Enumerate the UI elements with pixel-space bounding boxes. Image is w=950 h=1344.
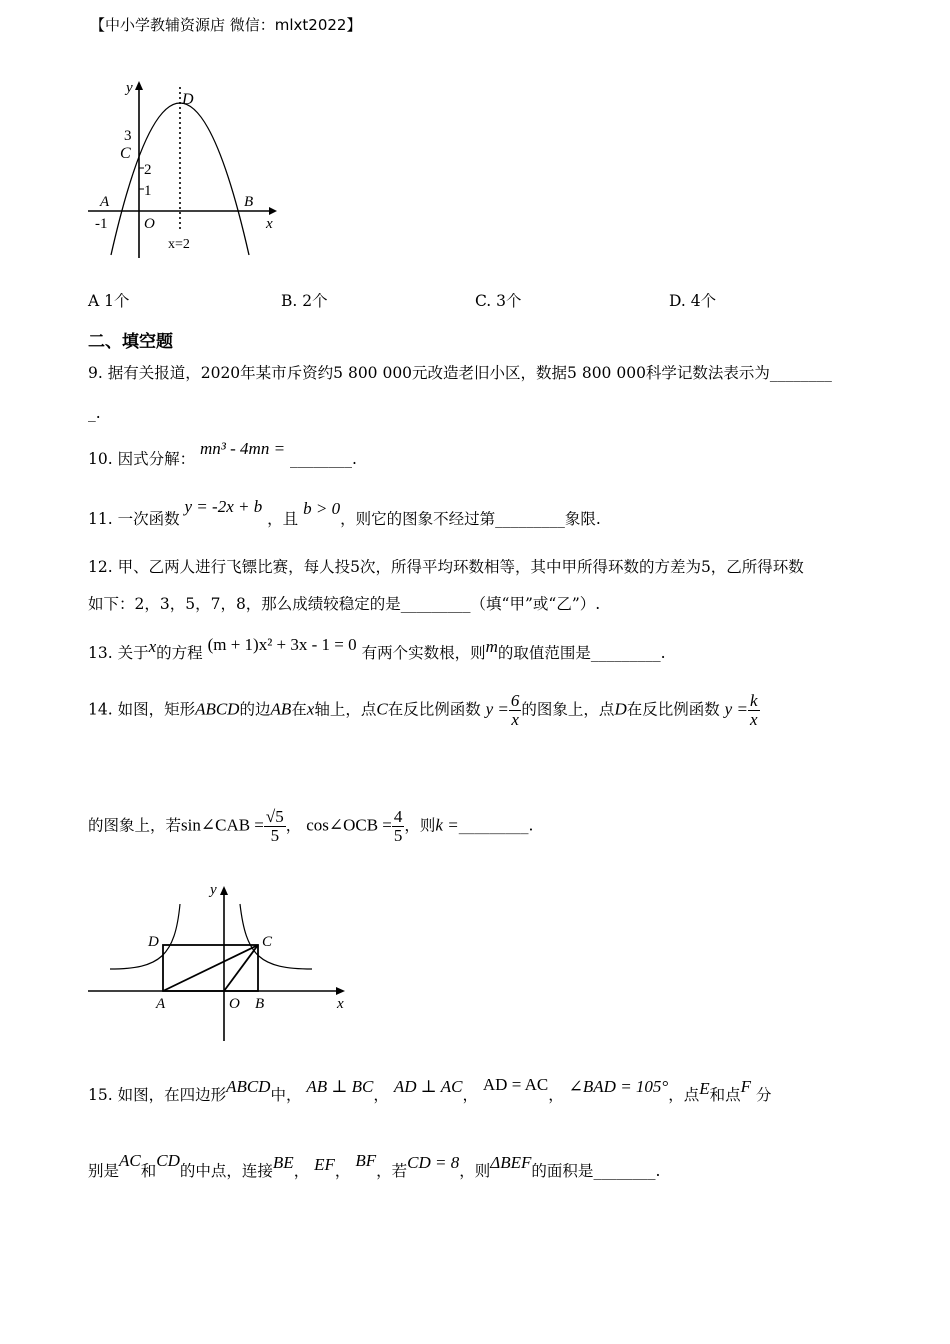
y-axis-arrow [220, 886, 228, 895]
page-header: 【中小学教辅资源店 微信：mlxt2022】 [90, 16, 362, 34]
label-A: A [100, 194, 110, 210]
q15-s4: ， [293, 1162, 310, 1180]
question-15-line1 [88, 1075, 772, 1106]
q14-sin-frac [264, 808, 286, 845]
q14-sin-num: √5 [265, 807, 284, 826]
q15-line2-prefix: 别是 [88, 1162, 120, 1180]
q13-var-x: x [148, 637, 157, 656]
option-a: A 1个 [88, 292, 130, 310]
parabola-graph [80, 72, 290, 267]
q14-t4: 在反比例函数 [387, 700, 481, 719]
q15-s3: ， [548, 1086, 564, 1104]
label-A: A [156, 996, 166, 1012]
question-15-line2 [88, 1151, 661, 1182]
label-O: O [229, 996, 240, 1012]
label-x: x [266, 216, 273, 232]
q15-blank: ________ [593, 1162, 656, 1180]
q11-suffix: ，则它的图象不经过第 [340, 510, 496, 528]
option-b: B. 2个 [281, 292, 328, 310]
q11-function: y = -2x + b [184, 497, 263, 516]
q14-f1-frac [509, 692, 522, 729]
q15-t7: ，若 [376, 1162, 408, 1180]
question-9-cont: _. [88, 404, 101, 422]
question-13 [88, 635, 666, 664]
q14-cos-num: 4 [393, 807, 403, 826]
q15-s1: ， [373, 1086, 389, 1104]
q14-t2: 在 [291, 700, 307, 719]
q13-equation: (m + 1)x² + 3x - 1 = 0 [207, 635, 357, 654]
q14-cos: cos∠OCB = [306, 815, 392, 835]
label-1: 1 [144, 183, 152, 199]
q14-f2-den: x [749, 710, 758, 729]
q15-cond4: ∠BAD = 105° [568, 1077, 669, 1096]
x-axis-arrow [269, 207, 277, 215]
q15-ac: AC [119, 1151, 141, 1170]
right-hyperbola [240, 904, 312, 969]
q11-condition: b > 0 [303, 499, 341, 518]
q14-sin-den: 5 [270, 826, 280, 845]
q14-c: C [376, 699, 388, 719]
q13-mid1: 的方程 [156, 644, 203, 662]
q14-t1: 的边 [239, 700, 271, 719]
q15-prefix: 15. 如图，在四边形 [88, 1086, 227, 1104]
q14-t5: 的图象上，点 [521, 700, 615, 719]
q14-f1-lhs: y = [485, 699, 509, 719]
q15-t9: 的面积是 [531, 1162, 594, 1180]
hyperbola-graph [80, 876, 355, 1046]
option-d: D. 4个 [669, 292, 717, 310]
label-x: x [337, 996, 344, 1012]
question-10 [88, 439, 357, 470]
q14-end: . [528, 816, 534, 835]
label-axis-eq: x=2 [168, 237, 190, 252]
q15-t5: 和 [140, 1162, 157, 1180]
q15-t6: 的中点，连接 [179, 1162, 273, 1180]
q15-cond3: AD = AC [482, 1075, 549, 1094]
label-y: y [126, 80, 133, 96]
q14-comma: ， [285, 816, 302, 835]
q15-f: F [740, 1077, 752, 1096]
q10-prefix: 10. 因式分解： [88, 450, 196, 468]
q14-t7: ，则 [404, 816, 436, 835]
section-title: 二、填空题 [88, 332, 173, 352]
q13-prefix: 13. 关于 [88, 644, 149, 662]
x-axis-arrow [336, 987, 345, 995]
q13-suffix: 的取值范围是_________. [497, 644, 666, 662]
q15-end: . [655, 1162, 661, 1180]
question-11 [88, 497, 601, 530]
q10-end: . [352, 450, 357, 468]
q15-s5: ， [334, 1162, 351, 1180]
q15-t1: 中， [270, 1086, 302, 1104]
q15-cond2: AD ⊥ AC [393, 1077, 463, 1096]
q15-be: BE [272, 1153, 294, 1172]
left-hyperbola [110, 904, 180, 969]
q14-d: D [614, 699, 627, 719]
q14-cos-frac [392, 808, 405, 845]
q14-cos-den: 5 [393, 826, 403, 845]
q15-t2: ，点 [668, 1086, 700, 1104]
label-C: C [120, 145, 131, 162]
q10-blank: ________ [290, 450, 352, 468]
label-B: B [255, 996, 265, 1012]
q11-prefix: 11. 一次函数 [88, 510, 180, 528]
q14-x: x [306, 699, 315, 719]
q14-k: k = [435, 815, 459, 835]
q14-f2-lhs: y = [724, 699, 748, 719]
question-9: 9. 据有关报道，2020年某市斥资约5 800 000元改造老旧小区，数据5 800 000科学记数法表示为________ [88, 364, 832, 382]
q15-t8: ，则 [459, 1162, 491, 1180]
label-D: D [148, 934, 159, 950]
q14-prefix: 14. 如图，矩形 [88, 700, 196, 719]
q14-t6: 在反比例函数 [626, 700, 720, 719]
q15-triangle: ΔBEF [490, 1153, 532, 1172]
q15-t3: 和点 [709, 1086, 741, 1104]
question-14-line1 [88, 692, 760, 729]
question-12-line2: 如下：2，3，5，7，8，那么成绩较稳定的是_________（填“甲”或“乙”）. [88, 595, 601, 613]
q13-var-m: m [485, 637, 498, 656]
label-O: O [144, 216, 155, 232]
q11-end: 象限. [564, 510, 601, 528]
label-B: B [244, 194, 254, 210]
label-neg1: -1 [95, 216, 108, 232]
q14-blank: _________ [458, 816, 529, 835]
q15-cond1: AB ⊥ BC [306, 1077, 374, 1096]
q15-bf: BF [355, 1151, 377, 1170]
label-y: y [210, 882, 217, 898]
q15-cd8: CD = 8 [407, 1153, 460, 1172]
label-C: C [262, 934, 273, 950]
q15-t4: 分 [755, 1086, 772, 1104]
segment-OC [224, 945, 258, 991]
question-14-line2 [88, 808, 533, 845]
q15-s2: ， [462, 1086, 478, 1104]
option-c: C. 3个 [475, 292, 522, 310]
q14-sin: sin∠CAB = [181, 815, 264, 835]
q10-expression: mn³ - 4mn = [200, 439, 286, 458]
y-axis-arrow [135, 81, 143, 90]
q14-f2-frac [748, 692, 760, 729]
q13-mid2: 有两个实数根，则 [361, 644, 486, 662]
q11-blank: _________ [495, 510, 565, 528]
q14-f1-num: 6 [510, 691, 520, 710]
q14-f2-num: k [749, 691, 758, 710]
label-2: 2 [144, 162, 152, 178]
q14-t3: 轴上，点 [314, 700, 377, 719]
q14-f1-den: x [511, 710, 519, 729]
q14-rect: ABCD [195, 699, 240, 719]
label-D: D [182, 91, 194, 108]
diagonal-AC [163, 945, 258, 991]
q15-cd: CD [156, 1151, 180, 1170]
q14-ab: AB [270, 699, 292, 719]
q14-line2-prefix: 的图象上，若 [88, 816, 182, 835]
q15-ef: EF [314, 1155, 335, 1174]
question-12-line1: 12. 甲、乙两人进行飞镖比赛，每人投5次，所得平均环数相等，其中甲所得环数的方差为5，乙所得环数 [88, 558, 804, 576]
q15-e: E [699, 1079, 710, 1098]
q11-mid: ，且 [267, 510, 299, 528]
q15-quad: ABCD [226, 1077, 271, 1096]
label-3: 3 [124, 128, 132, 144]
